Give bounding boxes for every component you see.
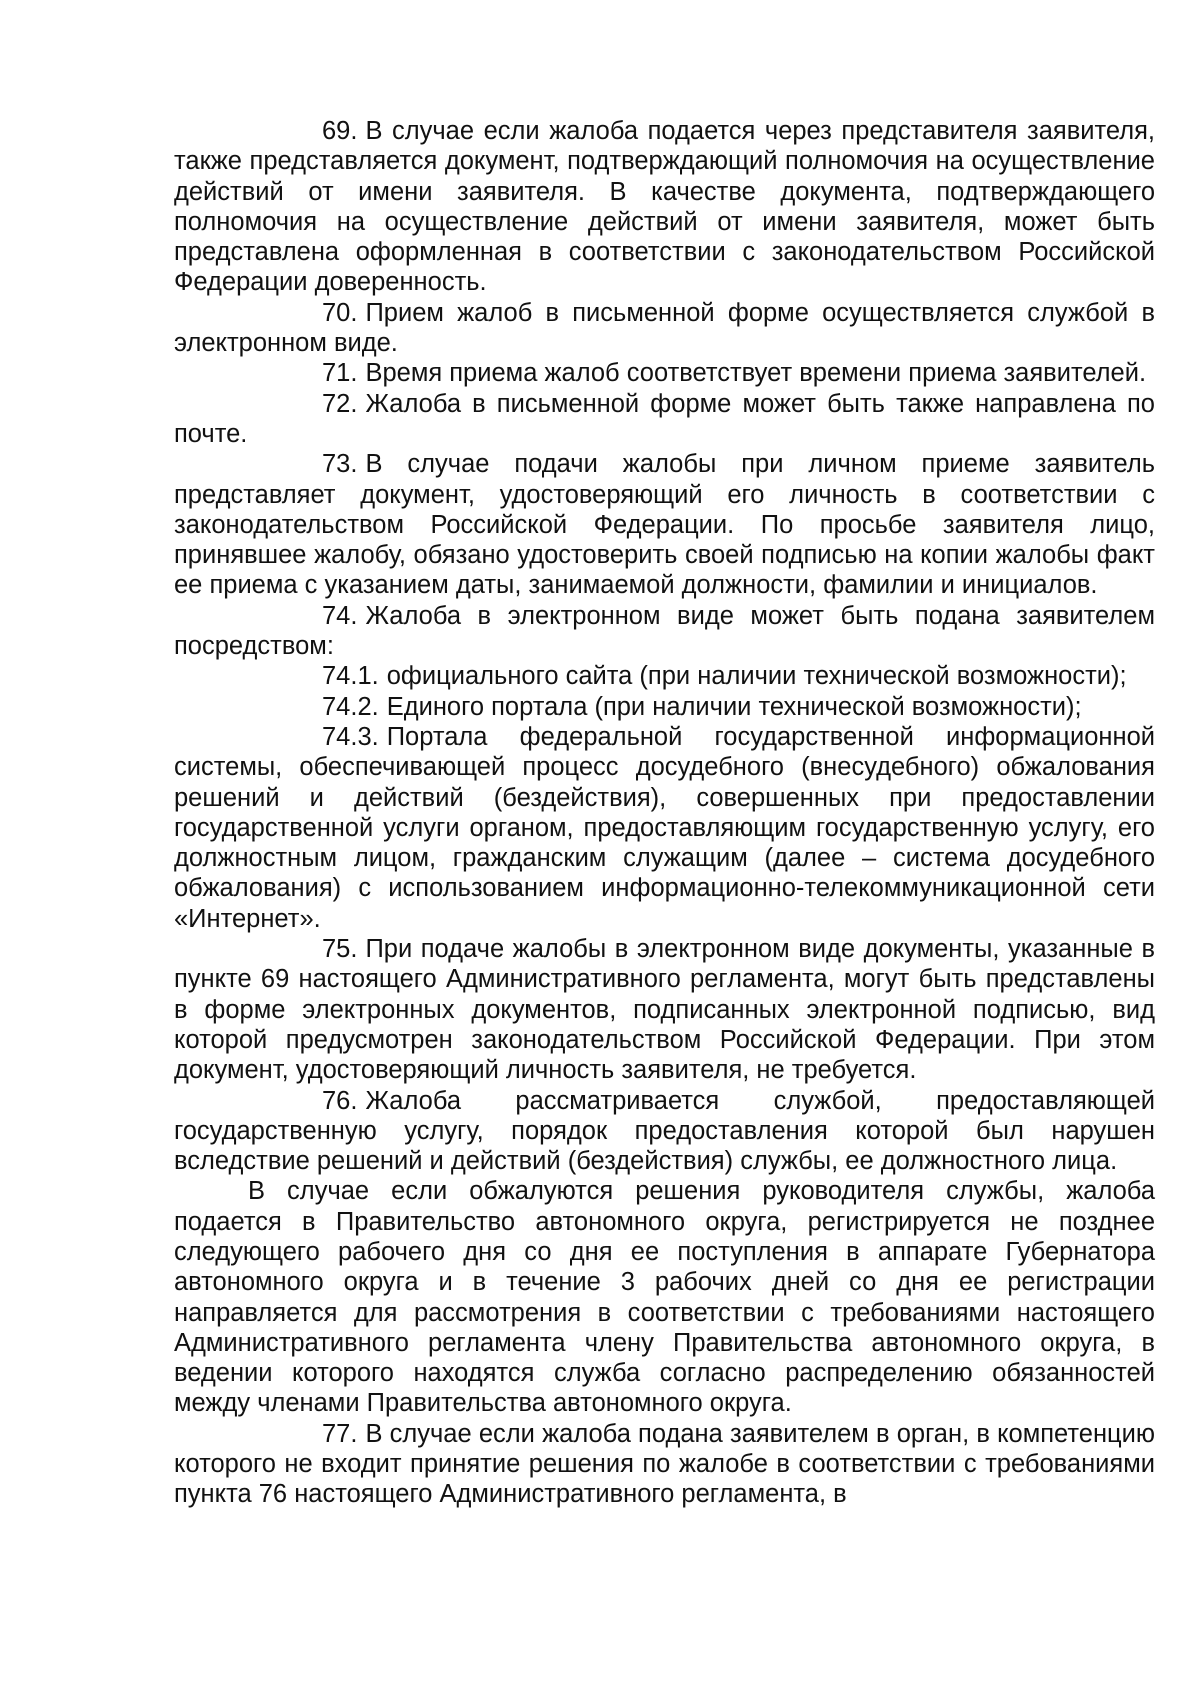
paragraph-73 xyxy=(174,449,1155,600)
paragraph-number: 77. xyxy=(322,1419,358,1448)
paragraph-74-3 xyxy=(174,722,1155,934)
paragraph-text: Единого портала (при наличии технической возможности); xyxy=(386,692,1082,721)
paragraph-text: Портала федеральной государственной информационной системы, обеспечивающей процесс досудебного (внесудебного) обжалования решений и действий (бездействия), совершенных при предоставлении государственной услуги органом, предоставляющим государственную услугу, его должностным лицом, гражданским служащим (далее – система досудебного обжалования) с использованием информационно-телекоммуникационной сети «Интернет». xyxy=(174,722,1155,933)
paragraph-number: 74.1. xyxy=(322,662,379,691)
paragraph-71 xyxy=(174,358,1155,388)
paragraph-text: В случае если жалоба подана заявителем в орган, в компетенцию которого не входит принятие решения по жалобе в соответствии с требованиями пункта 76 настоящего Административного регламента, в xyxy=(174,1419,1155,1509)
paragraph-text: В случае если обжалуются решения руководителя службы, жалоба подается в Правительство автономного округа, регистрируется не позднее следующего рабочего дня со дня ее поступления в аппарате Губернатора автономного округа и в течение 3 рабочих дней со дня ее регистрации направляется для рассмотрения в соответствии с требованиями настоящего Административного регламента члену Правительства автономного округа, в ведении которого находятся служба согласно распределению обязанностей между членами Правительства автономного округа. xyxy=(174,1177,1155,1418)
paragraph-74-1 xyxy=(174,661,1155,691)
paragraph-number: 74. xyxy=(322,601,358,630)
paragraph-text: Жалоба рассматривается службой, предоставляющей государственную услугу, порядок предоставления которой был нарушен вследствие решений и действий (бездействия) службы, ее должностного лица. xyxy=(174,1086,1155,1176)
paragraph-75 xyxy=(174,934,1155,1085)
paragraph-text: При подаче жалобы в электронном виде документы, указанные в пункте 69 настоящего Административного регламента, могут быть представлены в форме электронных документов, подписанных электронной подписью, вид которой предусмотрен законодательством Российской Федерации. При этом документ, удостоверяющий личность заявителя, не требуется. xyxy=(174,935,1155,1085)
paragraph-text: В случае если жалоба подается через представителя заявителя, также представляется документ, подтверждающий полномочия на осуществление действий от имени заявителя. В качестве документа, подтверждающего полномочия на осуществление действий от имени заявителя, может быть представлена оформленная в соответствии с законодательством Российской Федерации доверенность. xyxy=(174,117,1155,297)
paragraph-number: 69. xyxy=(322,117,358,145)
paragraph-74 xyxy=(174,601,1155,662)
paragraph-69 xyxy=(174,116,1155,298)
paragraph-number: 70. xyxy=(322,298,358,327)
paragraph-number: 76. xyxy=(322,1086,358,1115)
paragraph-72 xyxy=(174,389,1155,450)
paragraph-number: 74.2. xyxy=(322,692,379,721)
paragraph-number: 75. xyxy=(322,935,358,964)
paragraph-text: Жалоба в письменной форме может быть также направлена по почте. xyxy=(174,389,1155,448)
paragraph-76 xyxy=(174,1086,1155,1177)
paragraph-77 xyxy=(174,1419,1155,1510)
paragraph-number: 71. xyxy=(322,359,358,388)
paragraph-text: Жалоба в электронном виде может быть подана заявителем посредством: xyxy=(174,601,1155,661)
paragraph-text: официального сайта (при наличии технической возможности); xyxy=(386,662,1127,691)
document-page xyxy=(174,116,1155,1510)
paragraph-text: Прием жалоб в письменной форме осуществляется службой в электронном виде. xyxy=(174,298,1155,358)
paragraph-76-continued xyxy=(174,1176,1155,1418)
paragraph-70 xyxy=(174,298,1155,359)
paragraph-text: Время приема жалоб соответствует времени приема заявителей. xyxy=(365,359,1147,388)
paragraph-number: 72. xyxy=(322,389,358,418)
paragraph-text: В случае подачи жалобы при личном приеме заявитель представляет документ, удостоверяющий его личность в соответствии с законодательством Российской Федерации. По просьбе заявителя лицо, принявшее жалобу, обязано удостоверить своей подписью на копии жалобы факт ее приема с указанием даты, занимаемой должности, фамилии и инициалов. xyxy=(174,450,1155,600)
paragraph-number: 73. xyxy=(322,450,358,479)
paragraph-number: 74.3. xyxy=(322,722,379,751)
paragraph-74-2 xyxy=(174,692,1155,722)
